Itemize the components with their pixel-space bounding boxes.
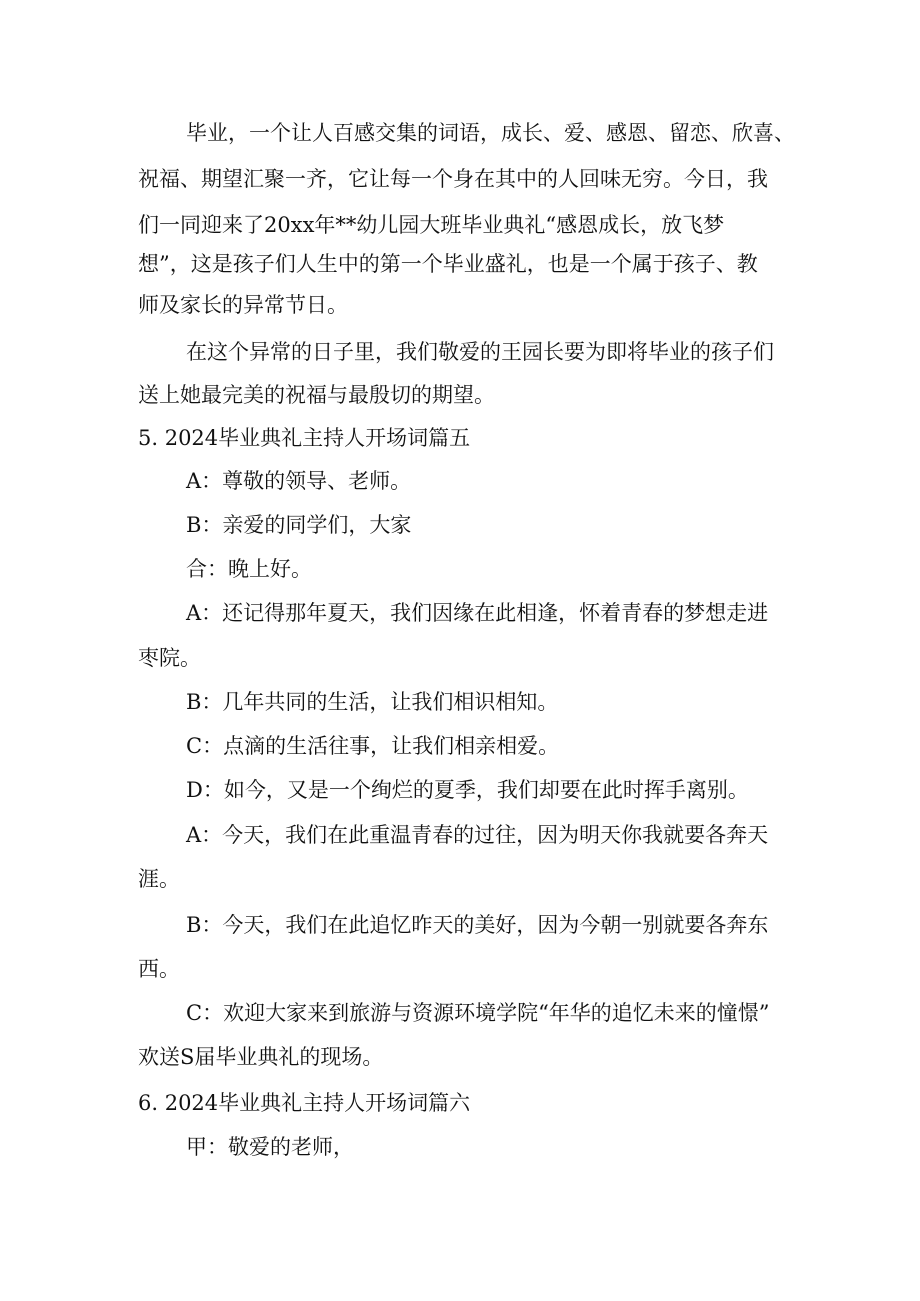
paragraph-1-line-3: 们一同迎来了20xx年**幼儿园大班毕业典礼“感恩成长，放飞梦 — [138, 213, 725, 237]
paragraph-1-line-1: 毕业，一个让人百感交集的词语，成长、爱、感恩、留恋、欣喜、 — [186, 121, 795, 145]
dialogue-line: D：如今，又是一个绚烂的夏季，我们却要在此时挥手离别。 — [186, 778, 749, 802]
dialogue-line: 合：晚上好。 — [186, 557, 312, 581]
dialogue-line: B：今天，我们在此追忆昨天的美好，因为今朝一别就要各奔东 — [186, 913, 769, 937]
section-6-heading: 6. 2024毕业典礼主持人开场词篇六 — [138, 1091, 471, 1115]
paragraph-1-line-4: 想”，这是孩子们人生中的第一个毕业盛礼，也是一个属于孩子、教 — [138, 252, 758, 276]
dialogue-line: 西。 — [138, 957, 180, 981]
dialogue-line: 涯。 — [138, 867, 180, 891]
dialogue-line: B：亲爱的同学们，大家 — [186, 513, 412, 537]
dialogue-line: A：尊敬的领导、老师。 — [186, 469, 412, 493]
dialogue-line: 枣院。 — [138, 646, 201, 670]
dialogue-line: C：点滴的生活往事，让我们相亲相爱。 — [186, 734, 560, 758]
paragraph-1-line-2: 祝福、期望汇聚一齐，它让每一个身在其中的人回味无穷。今日，我 — [138, 167, 768, 191]
paragraph-1-line-5: 师及家长的异常节日。 — [138, 293, 348, 317]
dialogue-line: A：今天，我们在此重温青春的过往，因为明天你我就要各奔天 — [186, 823, 769, 847]
dialogue-line: A：还记得那年夏天，我们因缘在此相逢，怀着青春的梦想走进 — [186, 601, 769, 625]
dialogue-line: 欢送S届毕业典礼的现场。 — [138, 1045, 384, 1069]
dialogue-line: B：几年共同的生活，让我们相识相知。 — [186, 690, 559, 714]
paragraph-2-line-1: 在这个异常的日子里，我们敬爱的王园长要为即将毕业的孩子们 — [186, 340, 774, 364]
paragraph-2-line-2: 送上她最完美的祝福与最殷切的期望。 — [138, 383, 495, 407]
dialogue-line: C：欢迎大家来到旅游与资源环境学院“年华的追忆未来的憧憬” — [186, 1001, 770, 1025]
dialogue-line: 甲：敬爱的老师， — [186, 1135, 354, 1159]
section-5-heading: 5. 2024毕业典礼主持人开场词篇五 — [138, 426, 471, 450]
